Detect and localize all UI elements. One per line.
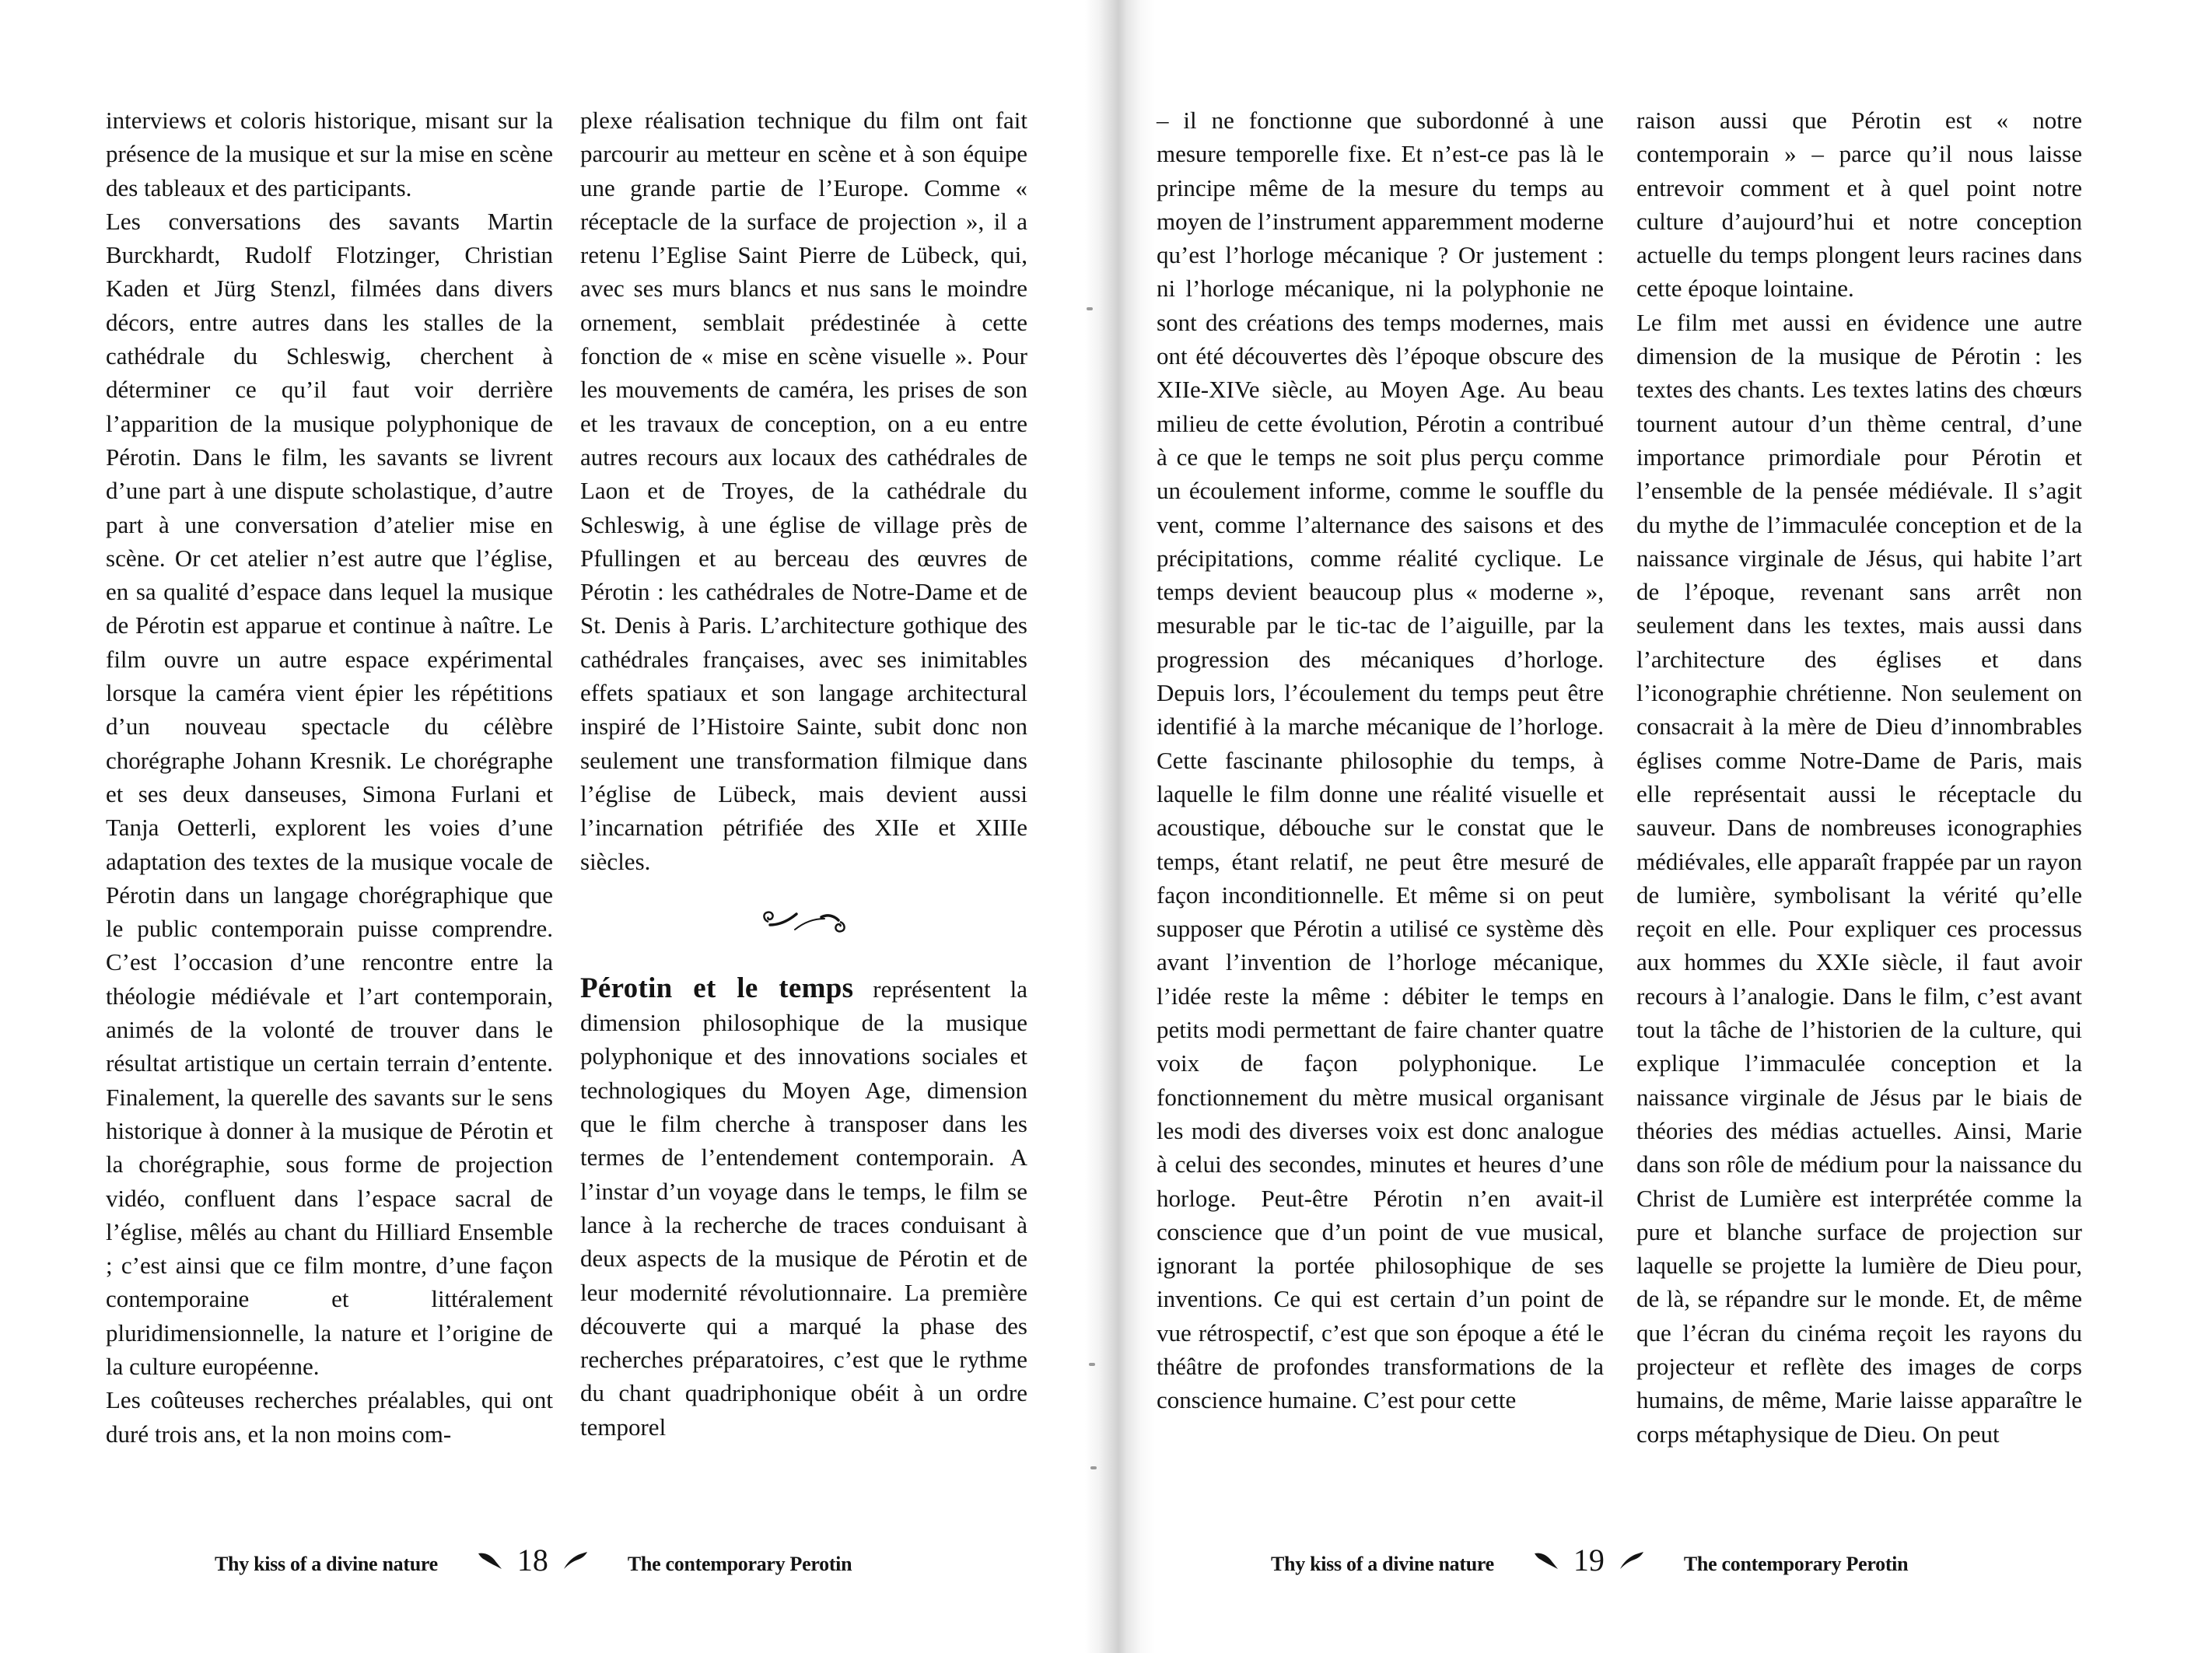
column-4 (1636, 103, 2082, 1451)
paragraph: Le film met aussi en évidence une autre dimension de la musique de Pérotin : les textes des chants. Les textes latins des chœurs tournent autour d’un thème central, d’une importance primordiale pour Pérotin et l’ensemble de la pensée médiévale. Il s’agit du mythe de l’immaculée conception et de la naissance virginale de Jésus, qui habite l’art de l’époque, revenant sans arrêt non seulement dans les textes, mais aussi dans l’architecture des églises et dans l’iconographie chrétienne. Non seulement on consacrait à la mère de Dieu d’innombrables églises comme Notre-Dame de Paris, mais elle représentait aussi le réceptacle du sauveur. Dans de nombreuses iconographies médiévales, elle apparaît frappée par un rayon de lumière, symbolisant la vérité qu’elle reçoit en elle. Pour expliquer ces processus aux hommes du XXIe siècle, il faut avoir recours à l’analogie. Dans le film, c’est avant tout la tâche de l’historien de la culture, qui explique l’immaculée conception et la naissance virginale de Jésus par le biais de théories des médias actuelles. Ainsi, Marie dans son rôle de médium pour la naissance du Christ de Lumière est interprétée comme la pure et blanche surface de projection sur laquelle se projette la lumière de Dieu pour, de là, se répandre sur le monde. Et, de même que l’écran du cinéma reçoit les rayons du projecteur et reflète des images de corps humains, de même, Marie laisse apparaître le corps métaphysique de Dieu. On peut (1636, 308, 2082, 1448)
footer-title-left: Thy kiss of a divine nature (215, 1553, 438, 1575)
book-gutter (1085, 0, 1155, 1653)
page-number: 19 (1573, 1543, 1605, 1578)
page-footer-19 (1271, 1542, 1908, 1581)
leaf-ornament-left-icon (477, 1550, 503, 1571)
footer-title-left: Thy kiss of a divine nature (1271, 1553, 1494, 1575)
scan-speck (1087, 307, 1093, 310)
paragraph: Les coûteuses recherches préalables, qui ont duré trois ans, et la non moins com- (106, 1386, 553, 1448)
footer-title-right: The contemporary Perotin (627, 1553, 852, 1575)
section-paragraph (580, 972, 1027, 1444)
leaf-ornament-right-icon (562, 1550, 589, 1571)
paragraph: plexe réalisation technique du film ont fait parcourir au metteur en scène et à son équipe une grande partie de l’Europe. Comme « réceptacle de la surface de projection », il a retenu l’Eglise Saint Pierre de Lübeck, qui, avec ses murs blancs et nus sans le moindre ornement, semblait prédestinée à cette fonction de « mise en scène visuelle ». Pour les mouvements de caméra, les prises de son et les travaux de conception, on a eu entre autres recours aux locaux des cathédrales de Laon et de Troyes, de la cathédrale du Schleswig, à une église de village près de Pfullingen et au berceau des œuvres de Pérotin : les cathédrales de Notre-Dame et de St. Denis à Paris. L’architecture gothique des cathédrales françaises, avec ses inimitables effets spatiaux et son langage architectural inspiré de l’Histoire Sainte, subit donc non seulement une transformation filmique dans l’église de Lübeck, mais devient aussi l’incarnation pétrifiée des XIIe et XIIIe siècles. (580, 107, 1027, 875)
scan-speck (1090, 1466, 1097, 1469)
paragraph: interviews et coloris historique, misant sur la présence de la musique et sur la mise en scène des tableaux et des participants. (106, 107, 553, 201)
column-3 (1157, 103, 1604, 1417)
page-18 (0, 0, 1104, 1653)
section-body: représentent la dimension philosophique de la musique polyphonique et des innovations sociales et technologiques du Moyen Age, dimension que le film cherche à transposer dans les termes de l’entendement contemporain. A l’instar d’un voyage dans le temps, le film se lance à la recherche de traces conduisant à deux aspects de la musique de Pérotin et de leur modernité révolutionnaire. La première découverte qui a marqué la phase des recherches préparatoires, c’est que le rythme du chant quadriphonique obéit à un ordre temporel (580, 975, 1027, 1441)
leaf-ornament-left-icon (1533, 1550, 1559, 1571)
page-number: 18 (516, 1543, 548, 1578)
paragraph: Les conversations des savants Martin Burckhardt, Rudolf Flotzinger, Christian Kaden et Jürg Stenzl, filmées dans divers décors, entre autres dans les stalles de la cathédrale du Schleswig, cherchent à déterminer ce qu’il faut voir derrière l’apparition de la musique polyphonique de Pérotin. Dans le film, les savants se livrent d’une part à une dispute scholastique, d’autre part à une conversation d’atelier mise en scène. Or cet atelier n’est autre que l’église, en sa qualité d’espace dans lequel la musique de Pérotin est apparue et continue à naître. Le film ouvre un autre espace expérimental lorsque la caméra vient épier les répétitions d’un nouveau spectacle du célèbre chorégraphe Johann Kresnik. Le chorégraphe et ses deux danseuses, Simona Furlani et Tanja Oetterli, explorent les voies d’une adaptation des textes de la musique vocale de Pérotin dans un langage chorégraphique que le public contemporain puisse comprendre. C’est l’occasion d’une rencontre entre la théologie médiévale et l’art contemporain, animés de la volonté de trouver dans le résultat artistique un certain terrain d’entente. Finalement, la querelle des savants sur le sens historique à donner à la musique de Pérotin et la chorégraphie, sous forme de projection vidéo, confluent dans l’espace sacral de l’église, mêlés au chant du Hilliard Ensemble ; c’est ainsi que ce film montre, d’une façon contemporaine et littéralement pluridimensionnelle, la nature et l’origine de la culture européenne. (106, 207, 553, 1380)
section-lead: Pérotin et le temps (580, 972, 854, 1004)
footer-title-right: The contemporary Perotin (1683, 1553, 1909, 1575)
page-footer-18 (215, 1542, 852, 1581)
paragraph: raison aussi que Pérotin est « notre contemporain » – parce qu’il nous laisse entrevoir comment et à quel point notre culture d’aujourd’hui et notre conception actuelle du temps plongent leurs racines dans cette époque lointaine. (1636, 107, 2082, 303)
column-1 (106, 103, 553, 1451)
fleuron-divider-icon (758, 906, 851, 937)
scan-speck (1089, 1363, 1095, 1366)
paragraph: – il ne fonctionne que subordonné à une mesure temporelle fixe. Et n’est-ce pas là le principe même de la mesure du temps au moyen de l’instrument apparemment moderne qu’est l’horloge mécanique ? Or justement : ni l’horloge mécanique, ni la polyphonie ne sont des créations des temps modernes, mais ont été découvertes dès l’époque obscure des XIIe-XIVe siècle, au Moyen Age. Au beau milieu de cette évolution, Pérotin a contribué à ce que le temps ne soit plus perçu comme un écoulement informe, comme le souffle du vent, comme l’alternance des saisons et des précipitations, comme réalité cyclique. Le temps devient beaucoup plus « moderne », mesurable par le tic-tac de l’aiguille, par la progression des mécaniques d’horloge. Depuis lors, l’écoulement du temps peut être identifié à la marche mécanique de l’horloge. Cette fascinante philosophie du temps, à laquelle le film donne une réalité visuelle et acoustique, débouche sur le constat que le temps, étant relatif, ne peut être mesuré de façon inconditionnelle. Et même si on peut supposer que Pérotin a utilisé ce système dès avant l’invention de l’horloge mécanique, l’idée reste la même : débiter le temps en petits modi permettant de faire chanter quatre voix de façon polyphonique. Le fonctionnement du mètre musical organisant les modi des diverses voix est donc analogue à celui des secondes, minutes et heures d’une horloge. Peut-être Pérotin n’en avait-il conscience que d’un point de vue musical, ignorant la portée philosophique de ses inventions. Ce qui est certain d’un point de vue rétrospectif, c’est que son époque a été le théâtre de profondes transformations de la conscience humaine. C’est pour cette (1157, 107, 1604, 1414)
column-2 (580, 103, 1027, 1444)
leaf-ornament-right-icon (1619, 1550, 1645, 1571)
